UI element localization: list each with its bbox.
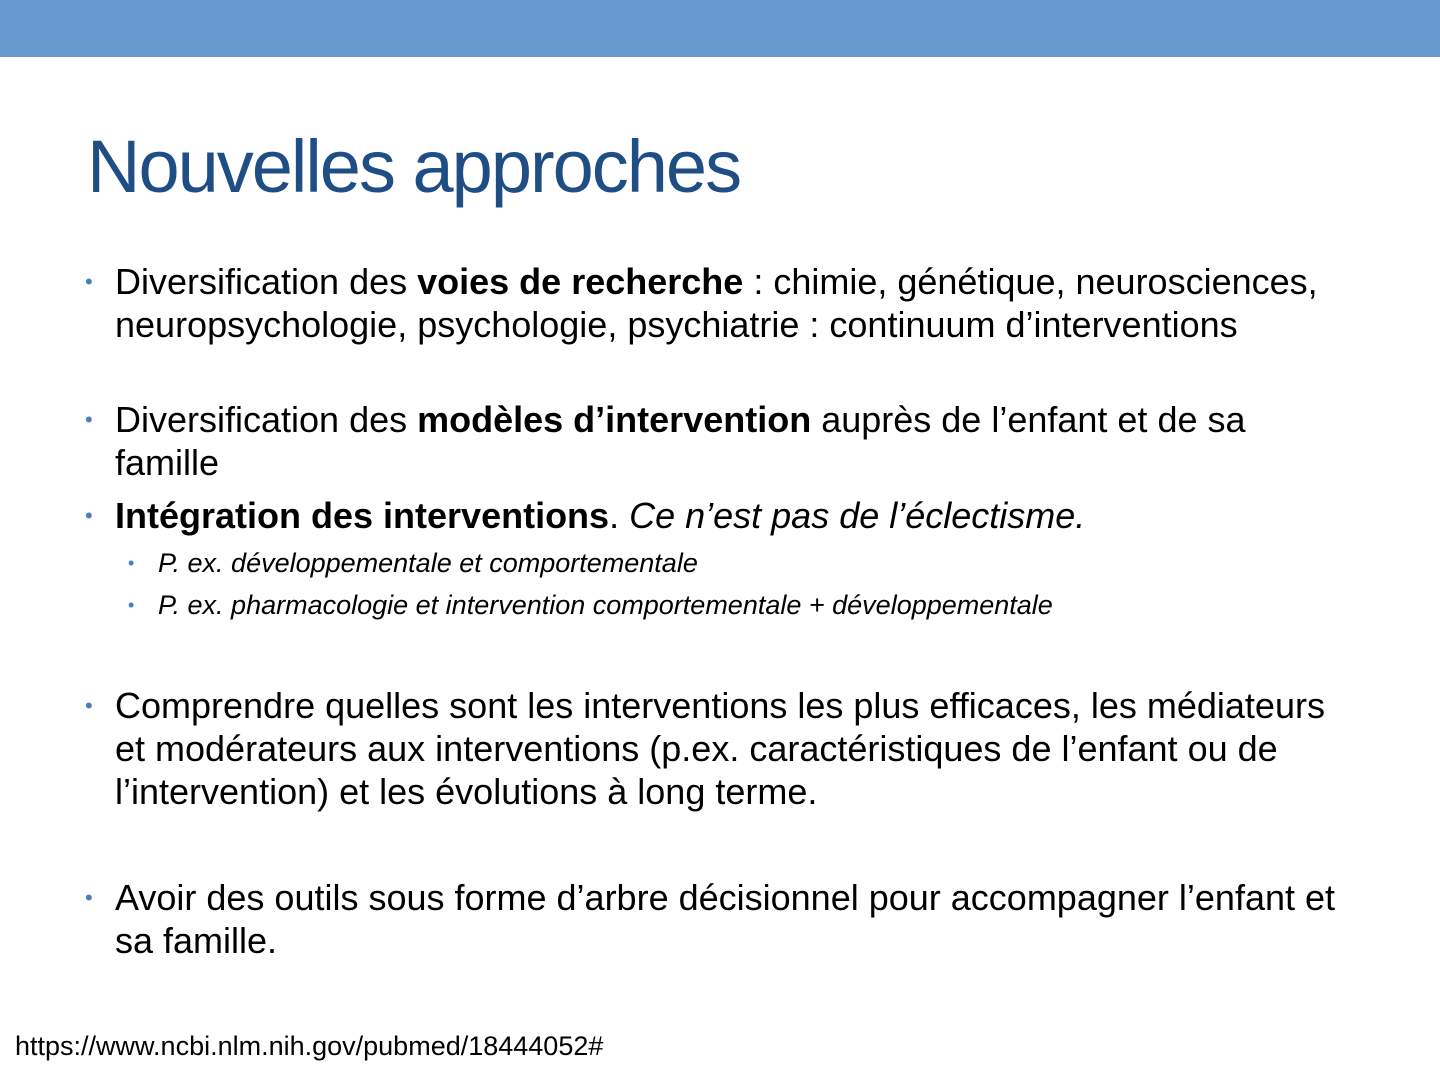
bullet-text: Comprendre quelles sont les interventions les plus efficaces, les médiateurs et modérateurs aux interventions (p.ex. caractéristiques de l’enfant ou de l’intervention) et les évolutions à long terme. — [115, 685, 1325, 812]
sub-bullet-dot-icon: • — [128, 595, 135, 615]
sub-bullet-pharmacology — [128, 588, 1328, 622]
top-accent-band — [0, 0, 1440, 57]
bullet-text: Diversification des voies de recherche : chimie, génétique, neurosciences, neuropsychologie, psychologie, psychiatrie : continuum d’interventions — [115, 261, 1318, 345]
source-url: https://www.ncbi.nlm.nih.gov/pubmed/18444052# — [15, 1031, 604, 1061]
sub-bullet-text: P. ex. développementale et comportementale — [158, 548, 698, 578]
bullet-integration — [85, 494, 1355, 537]
bullet-effective-interventions — [85, 684, 1355, 813]
bullet-dot-icon: • — [85, 407, 93, 432]
bullet-dot-icon: • — [85, 269, 93, 294]
bullet-decision-tree — [85, 876, 1355, 962]
sub-bullet-text: P. ex. pharmacologie et intervention comportementale + développementale — [158, 590, 1053, 620]
bullet-research-paths — [85, 260, 1355, 346]
bullet-text: Intégration des interventions. Ce n’est pas de l’éclectisme. — [115, 495, 1086, 536]
slide-title: Nouvelles approches — [87, 125, 741, 208]
bullet-text: Avoir des outils sous forme d’arbre décisionnel pour accompagner l’enfant et sa famille. — [115, 877, 1336, 961]
bullet-dot-icon: • — [85, 885, 93, 910]
bullet-intervention-models — [85, 398, 1355, 484]
bullet-dot-icon: • — [85, 693, 93, 718]
bullet-text: Diversification des modèles d’intervention auprès de l’enfant et de sa famille — [115, 399, 1246, 483]
sub-bullet-developmental — [128, 546, 1328, 580]
bullet-dot-icon: • — [85, 503, 93, 528]
sub-bullet-dot-icon: • — [128, 553, 135, 573]
